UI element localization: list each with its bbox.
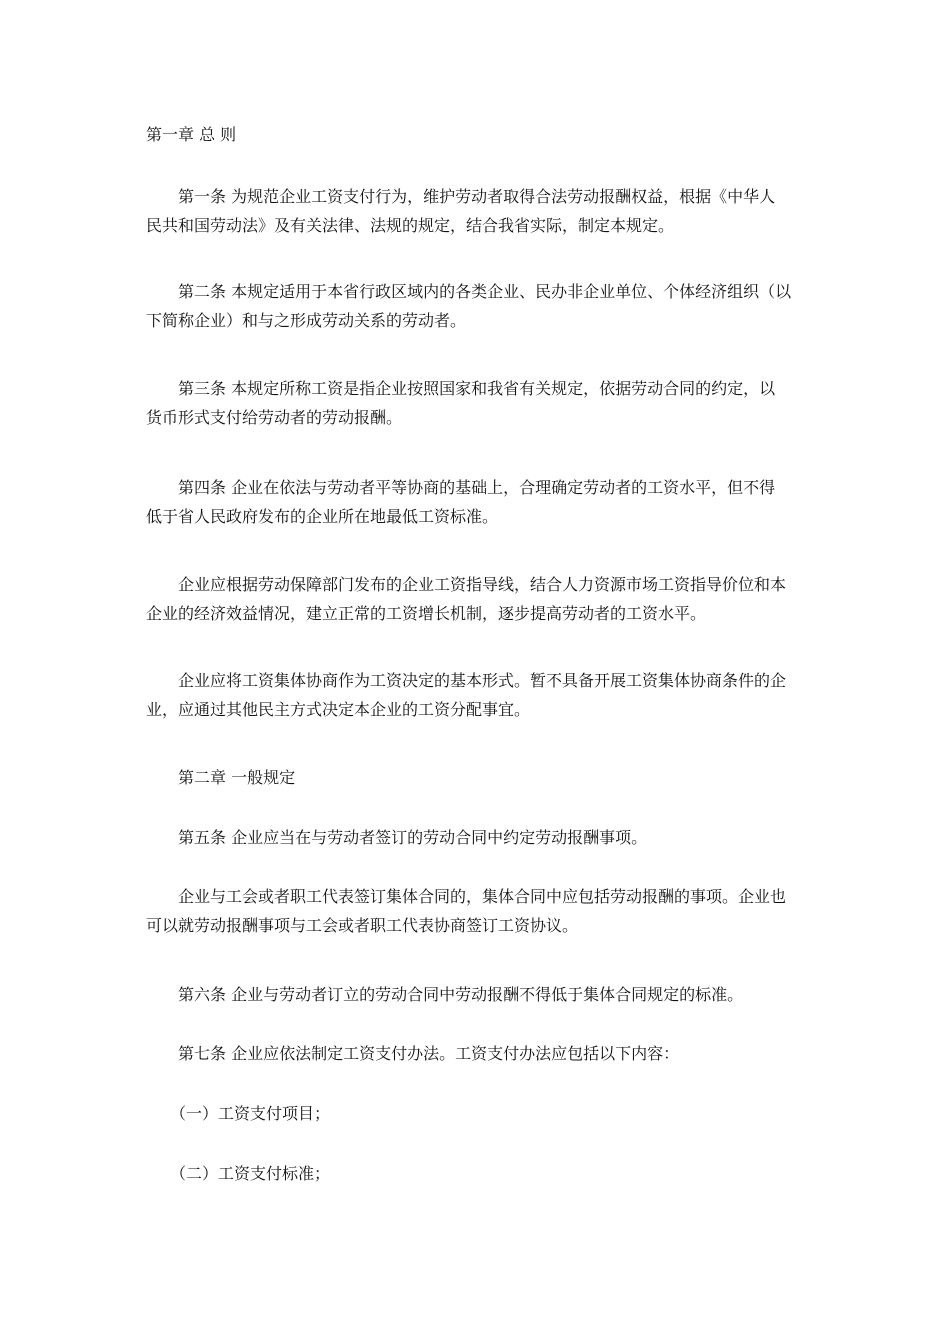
article-2-line-2: 下简称企业）和与之形成劳动关系的劳动者。	[146, 311, 467, 330]
chapter-2-heading-text: 第二章 一般规定	[178, 768, 296, 787]
list-item-2-text: （二）工资支付标准；	[170, 1164, 331, 1183]
article-1	[146, 182, 806, 240]
article-4	[146, 473, 806, 531]
article-4-paragraph-2-line-1: 企业应根据劳动保障部门发布的企业工资指导线，结合人力资源市场工资指导价位和本	[178, 575, 787, 594]
article-2-line-1: 第二条 本规定适用于本省行政区域内的各类企业、民办非企业单位、个体经济组织（以	[178, 282, 792, 301]
article-4-paragraph-2	[146, 570, 806, 628]
article-5-paragraph-2-line-2: 可以就劳动报酬事项与工会或者职工代表协商签订工资协议。	[146, 916, 579, 935]
article-6-line-1: 第六条 企业与劳动者订立的劳动合同中劳动报酬不得低于集体合同规定的标准。	[178, 985, 744, 1004]
article-2	[146, 277, 806, 335]
article-4-line-1: 第四条 企业在依法与劳动者平等协商的基础上，合理确定劳动者的工资水平，但不得	[178, 478, 776, 497]
article-4-paragraph-2-line-2: 企业的经济效益情况，建立正常的工资增长机制，逐步提高劳动者的工资水平。	[146, 604, 707, 623]
article-7	[146, 1039, 806, 1068]
article-4-line-2: 低于省人民政府发布的企业所在地最低工资标准。	[146, 507, 499, 526]
chapter-1-heading	[146, 120, 806, 149]
article-3-line-1: 第三条 本规定所称工资是指企业按照国家和我省有关规定，依据劳动合同的约定，以	[178, 379, 776, 398]
article-5	[146, 823, 806, 852]
article-4-paragraph-3-line-2: 业，应通过其他民主方式决定本企业的工资分配事宜。	[146, 700, 531, 719]
article-5-paragraph-2	[146, 882, 806, 940]
article-7-line-1: 第七条 企业应依法制定工资支付办法。工资支付办法应包括以下内容：	[178, 1044, 680, 1063]
article-4-paragraph-3-line-1: 企业应将工资集体协商作为工资决定的基本形式。暂不具备开展工资集体协商条件的企	[178, 671, 787, 690]
chapter-2-heading	[146, 763, 806, 792]
article-1-line-2: 民共和国劳动法》及有关法律、法规的规定，结合我省实际，制定本规定。	[146, 216, 675, 235]
article-3	[146, 374, 806, 432]
list-item-1	[170, 1099, 830, 1128]
list-item-1-text: （一）工资支付项目；	[170, 1104, 331, 1123]
article-3-line-2: 货币形式支付给劳动者的劳动报酬。	[146, 408, 403, 427]
article-5-paragraph-2-line-1: 企业与工会或者职工代表签订集体合同的，集体合同中应包括劳动报酬的事项。企业也	[178, 887, 787, 906]
article-6	[146, 980, 806, 1009]
article-4-paragraph-3	[146, 666, 806, 724]
list-item-2	[170, 1159, 830, 1188]
article-1-line-1: 第一条 为规范企业工资支付行为，维护劳动者取得合法劳动报酬权益，根据《中华人	[178, 187, 776, 206]
article-5-line-1: 第五条 企业应当在与劳动者签订的劳动合同中约定劳动报酬事项。	[178, 828, 648, 847]
chapter-1-heading-text: 第一章 总 则	[146, 125, 237, 144]
